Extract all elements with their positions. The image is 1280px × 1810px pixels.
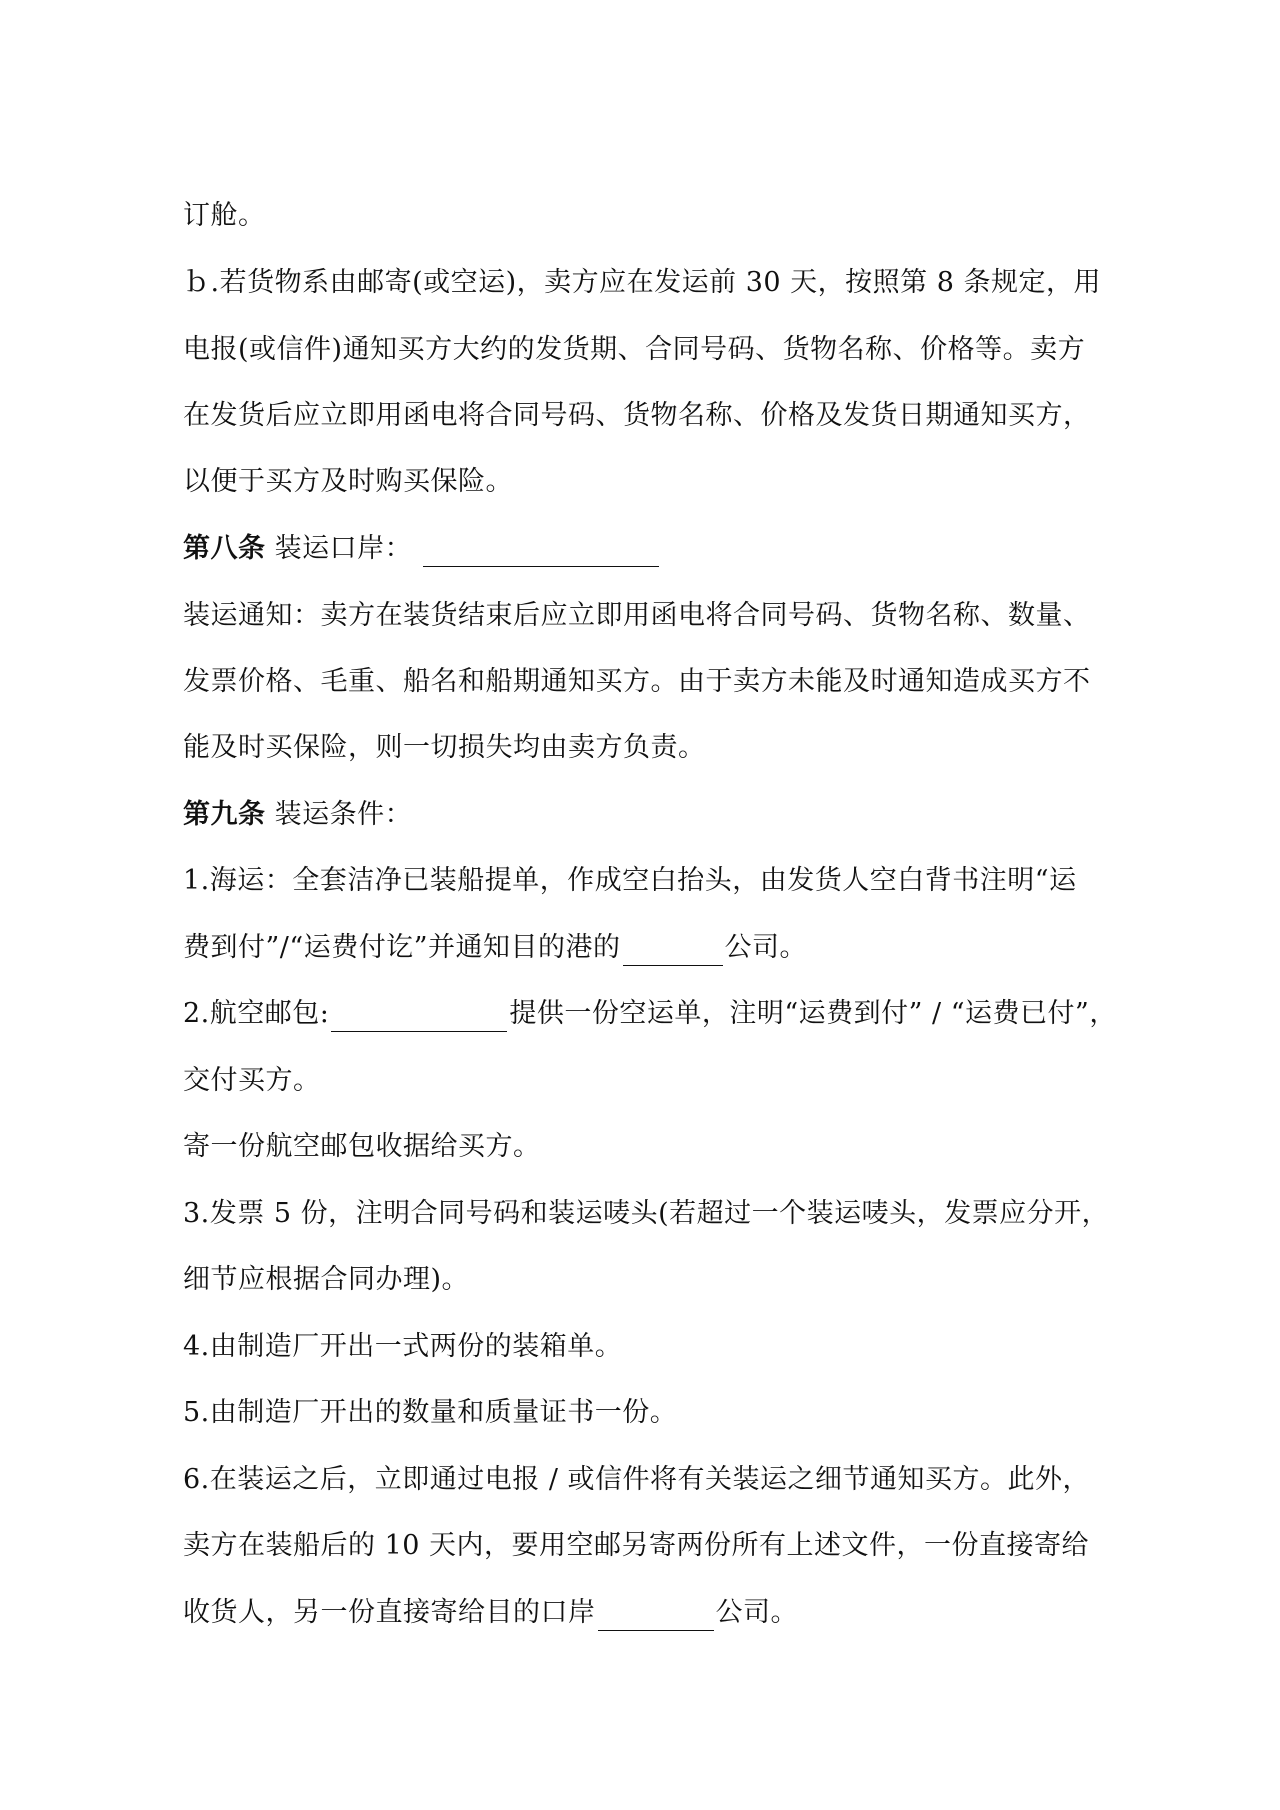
paragraph-line: 发票价格、毛重、船名和船期通知买方。由于卖方未能及时通知造成买方不: [183, 666, 1091, 697]
paragraph-line: 以便于买方及时购买保险。: [183, 466, 513, 497]
paragraph-line: 能及时买保险，则一切损失均由卖方负责。: [183, 732, 706, 763]
paragraph-line: 寄一份航空邮包收据给买方。: [183, 1131, 541, 1162]
article-8-label: 装运口岸：: [274, 533, 413, 564]
paragraph-line: [183, 930, 1153, 966]
paragraph-line: 装运通知：卖方在装货结束后应立即用函电将合同号码、货物名称、数量、: [183, 600, 1091, 631]
paragraph-line: 6.在装运之后，立即通过电报 / 或信件将有关装运之细节通知买方。此外，: [183, 1464, 1091, 1495]
article-8-heading: [183, 531, 1153, 567]
paragraph-line: [183, 996, 1153, 1032]
paragraph-line: 4.由制造厂开出一式两份的装箱单。: [183, 1331, 623, 1362]
item1-text: 费到付”/“运费付讫”并通知目的港的: [183, 932, 621, 963]
item6-text-end: 公司。: [715, 1597, 798, 1628]
paragraph-line: 3.发票 5 份，注明合同号码和装运唛头(若超过一个装运唛头，发票应分开，: [183, 1198, 1110, 1229]
paragraph-line: [183, 1595, 1153, 1631]
destination-company-blank: [598, 1600, 714, 1631]
paragraph-line: 在发货后应立即用函电将合同号码、货物名称、价格及发货日期通知买方，: [183, 400, 1091, 431]
article-9-label: 装运条件：: [274, 799, 413, 830]
paragraph-line: 5.由制造厂开出的数量和质量证书一份。: [183, 1397, 678, 1428]
paragraph-line: ｂ.若货物系由邮寄(或空运)，卖方应在发运前 30 天，按照第 8 条规定，用: [183, 267, 1102, 298]
item1-text-end: 公司。: [724, 932, 808, 963]
article-8-title: 第八条: [183, 533, 266, 564]
item6-text: 收货人，另一份直接寄给目的口岸: [183, 1597, 596, 1628]
article-9-heading: [183, 797, 1153, 833]
item2-text-end: 提供一份空运单，注明“运费到付” / “运费已付”，: [509, 998, 1117, 1029]
paragraph-line: 细节应根据合同办理)。: [183, 1264, 470, 1295]
destination-port-company-blank: [623, 935, 723, 966]
paragraph-line: 订舱。: [183, 200, 266, 231]
article-9-title: 第九条: [183, 799, 266, 830]
paragraph-line: 卖方在装船后的 10 天内，要用空邮另寄两份所有上述文件，一份直接寄给: [183, 1530, 1090, 1561]
paragraph-line: 电报(或信件)通知买方大约的发货期、合同号码、货物名称、价格等。卖方: [183, 334, 1086, 365]
item2-text: 2.航空邮包:: [183, 998, 330, 1029]
paragraph-line: 交付买方。: [183, 1065, 321, 1096]
shipping-port-blank: [423, 536, 659, 567]
paragraph-line: 1.海运：全套洁净已装船提单，作成空白抬头，由发货人空白背书注明“运: [183, 865, 1077, 896]
air-parcel-blank: [331, 1001, 507, 1032]
